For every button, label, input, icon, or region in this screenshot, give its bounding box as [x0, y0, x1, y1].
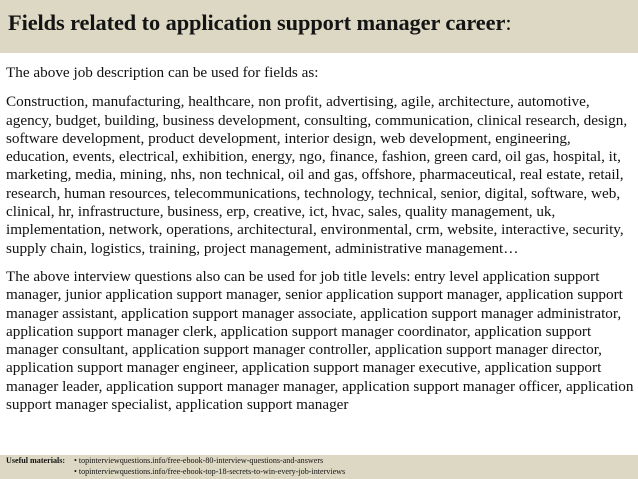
- footer-link[interactable]: topinterviewquestions.info/free-ebook-80-interview-questions-and-answers: [78, 456, 324, 465]
- page-title: [8, 10, 638, 36]
- useful-materials-label-text: Useful materials: [6, 456, 63, 465]
- footer-link[interactable]: topinterviewquestions.info/free-ebook-top-18-secrets-to-win-every-job-interviews: [78, 466, 346, 476]
- footer-bar: [0, 455, 638, 479]
- footer-row-1: [6, 456, 638, 467]
- page-title-text: Fields related to application support manager career: [8, 10, 506, 35]
- job-levels-paragraph: The above interview questions also can be used for job title levels: entry level application support manager, junior application support manager, senior application support manager, application support manager assistant, application support manager associate, application support manager administrator, application support manager clerk, application support manager coordinator, application support manager consultant, application support manager controller, application support manager director, application support manager engineer, application support manager executive, application support manager leader, application support manager manager, application support manager officer, application support manager specialist, application support manager: [6, 267, 634, 414]
- footer-spacer: [6, 467, 74, 478]
- useful-materials-label: [6, 456, 74, 467]
- intro-paragraph: The above job description can be used for fields as:: [6, 64, 319, 81]
- useful-materials-label-colon: :: [62, 456, 66, 465]
- page-title-colon: :: [505, 10, 512, 35]
- bullet-icon: •: [74, 466, 77, 476]
- main-content: [6, 64, 634, 414]
- footer-row-2: [6, 467, 638, 478]
- title-bar: [0, 0, 638, 53]
- bullet-icon: •: [74, 456, 77, 465]
- fields-paragraph: Construction, manufacturing, healthcare, non profit, advertising, agile, architecture, automotive, agency, budget, building, business development, consulting, communication, clinical research, design, software development, product development, interior design, web development, engineering, education, events, electrical, exhibition, energy, ngo, finance, fashion, green card, oil gas, hospital, it, marketing, media, mining, nhs, non technical, oil and gas, offshore, pharmaceutical, real estate, retail, research, human resources, telecommunications, technology, technical, senior, digital, software, web, clinical, hr, infrastructure, business, erp, creative, ict, hvac, sales, quality management, uk, implementation, network, operations, architectural, environmental, crm, website, interactive, security, supply chain, logistics, training, project management, administrative management…: [6, 93, 628, 257]
